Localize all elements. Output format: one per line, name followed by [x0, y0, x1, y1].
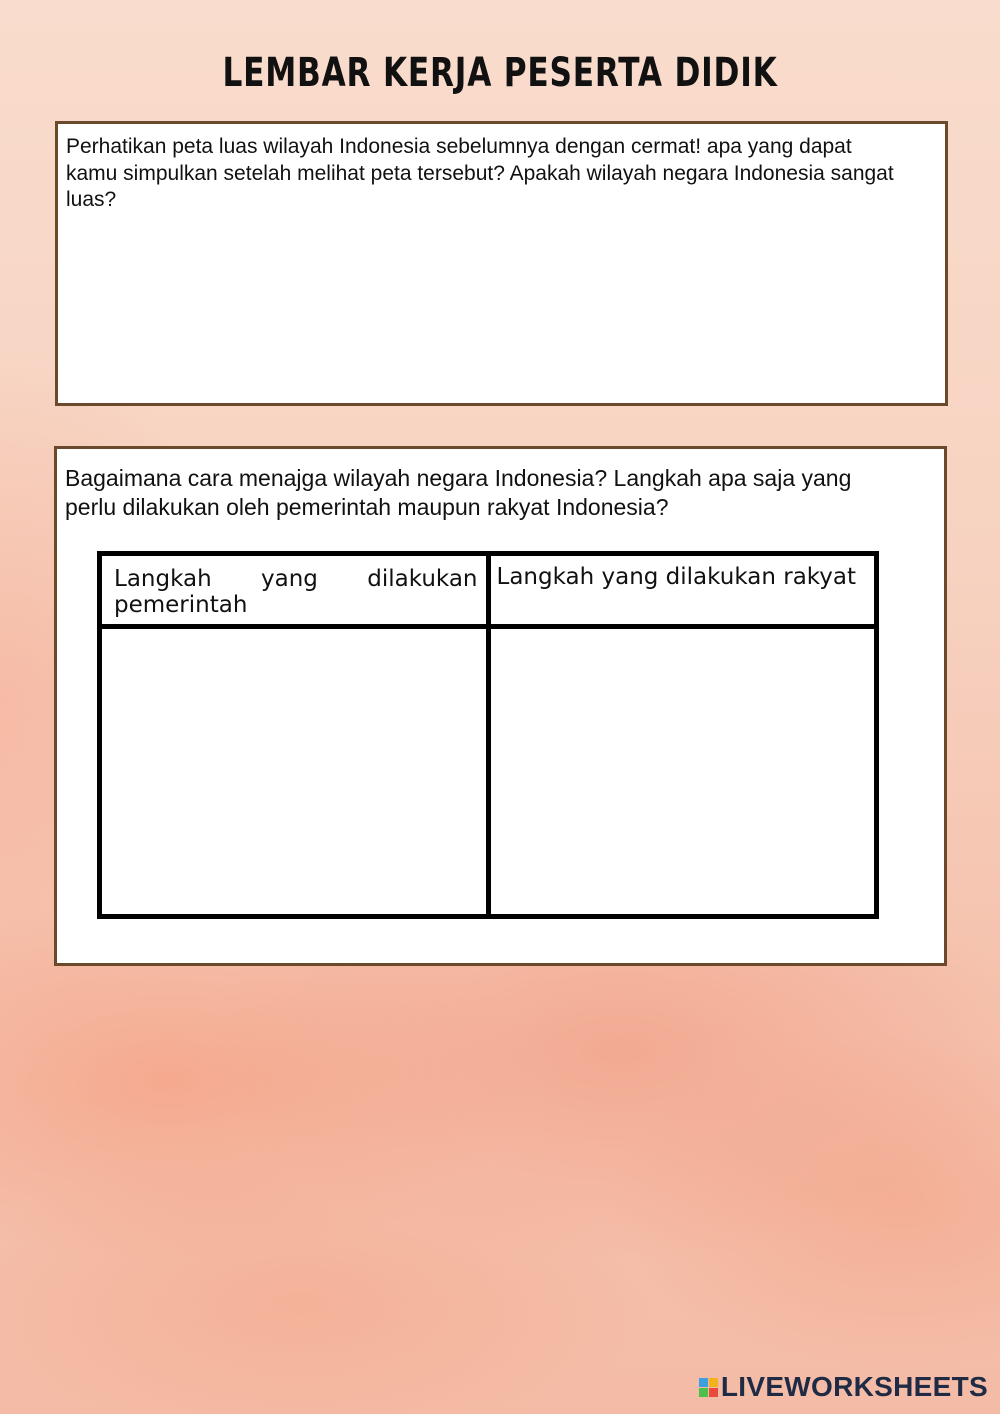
answer-cell-people[interactable]	[488, 627, 877, 917]
question-box-2	[54, 446, 947, 966]
header-cell-people	[488, 554, 877, 627]
answer-cell-government[interactable]	[100, 627, 489, 917]
page-title: LEMBAR KERJA PESERTA DIDIK	[222, 50, 778, 96]
question-1-text: Perhatikan peta luas wilayah Indonesia sebelumnya dengan cermat! apa yang dapat kamu simpulkan setelah melihat peta tersebut? Apakah wilayah negara Indonesia sangat luas?	[66, 135, 894, 211]
table-answer-row	[100, 627, 877, 917]
question-2-text: Bagaimana cara menajga wilayah negara Indonesia? Langkah apa saja yang perlu dilakukan oleh pemerintah maupun rakyat Indonesia?	[65, 465, 852, 520]
answer-table	[97, 551, 879, 919]
question-box-1	[55, 121, 948, 406]
header-people-label: Langkah yang dilakukan rakyat	[496, 564, 857, 590]
table-header-row	[100, 554, 877, 627]
header-cell-government	[100, 554, 489, 627]
header-government-label: Langkah yang dilakukan pemerintah	[114, 566, 478, 618]
liveworksheets-brand-text: LIVEWORKSHEETS	[720, 1371, 988, 1402]
liveworksheets-logo[interactable]	[699, 1370, 988, 1404]
liveworksheets-logo-icon	[699, 1378, 718, 1397]
